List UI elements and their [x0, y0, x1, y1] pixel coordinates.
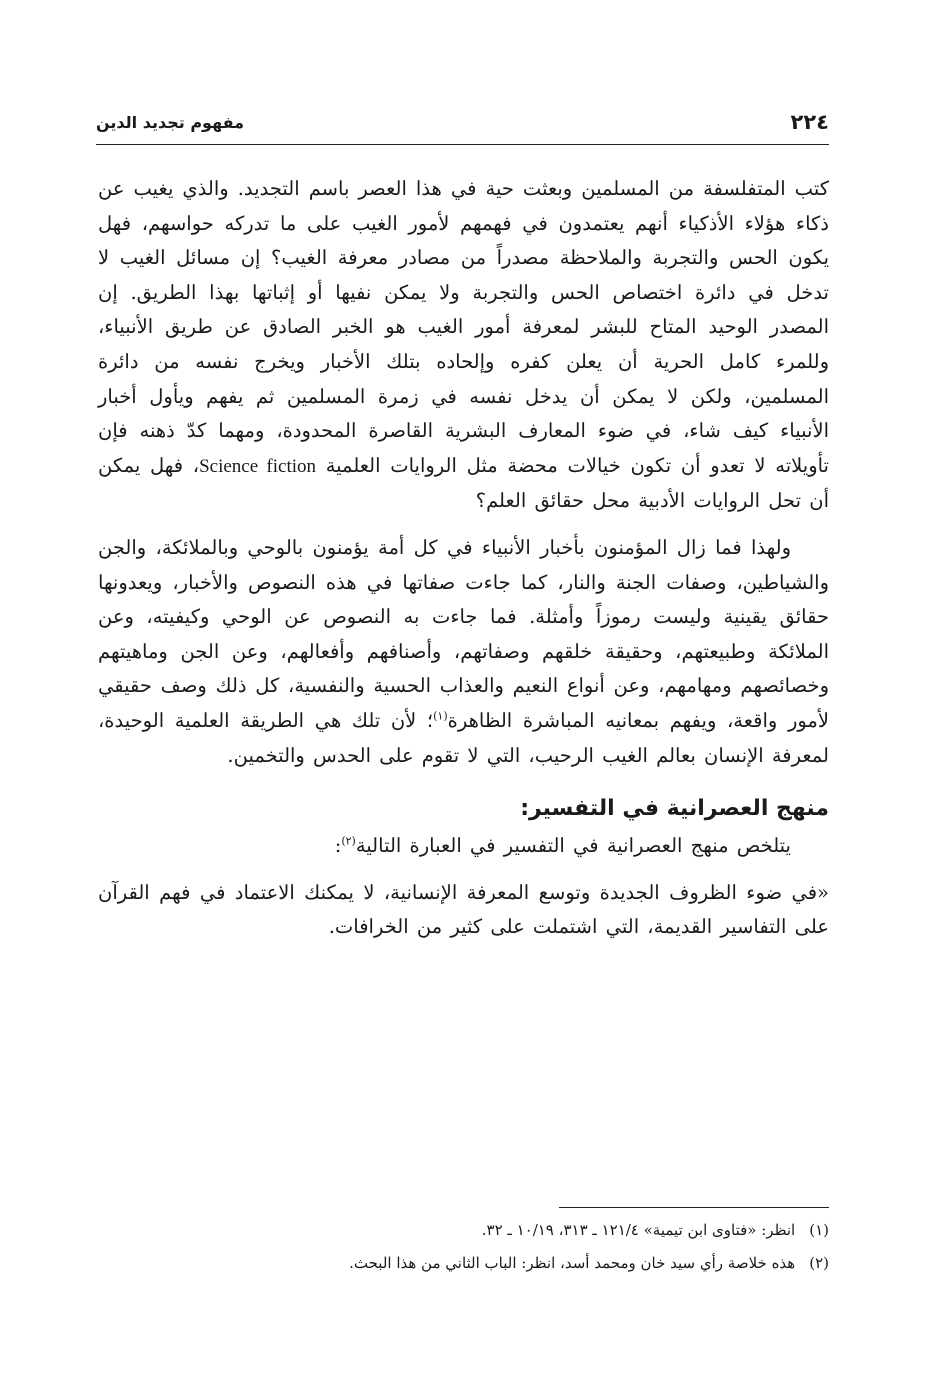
running-title: مفهوم تجديد الدين — [96, 112, 245, 132]
footnotes — [98, 1214, 829, 1280]
page-header — [96, 100, 829, 145]
page-number: ٢٢٤ — [790, 110, 829, 134]
footnote-1-text: انظر: «فتاوى ابن تيمية» ١٢١/٤ ـ ٣١٣، ١٠/١٩ ـ ٣٢. — [481, 1221, 796, 1239]
paragraph-3 — [98, 829, 829, 864]
footnote-2 — [98, 1247, 829, 1280]
paragraph-2-text: ولهذا فما زال المؤمنون بأخبار الأنبياء في كل أمة يؤمنون بالوحي وبالملائكة، والجن والشياطين، وصفات الجنة والنار، كما جاءت صفاتها في هذه النصوص والأخبار، ويعدونها حقائق يقينية وليست رموزاً وأمثلة. فما جاءت به النصوص عن الوحي وكيفيته، وعن الملائكة وطبيعتهم، وحقيقة خلقهم وصفاتهم، وأصنافهم وأفعالهم، وعن الجن وماهيتهم وخصائصهم ومهامهم، وعن أنواع النعيم والعذاب الحسية والنفسية، كل ذلك وصف حقيقي لأمور واقعة، ويفهم بمعانيه المباشرة الظاهرة — [98, 535, 829, 732]
footnote-ref-1[interactable]: (١) — [433, 709, 448, 723]
footnote-2-number: (٢) — [809, 1254, 829, 1272]
latin-term: Science fiction — [199, 455, 316, 477]
section-heading: منهج العصرانية في التفسير: — [520, 796, 829, 822]
footnote-divider — [559, 1207, 829, 1208]
footnote-1 — [98, 1214, 829, 1247]
quote-paragraph: «في ضوء الظروف الجديدة وتوسع المعرفة الإنسانية، لا يمكنك الاعتماد في فهم القرآن على التفاسير القديمة، التي اشتملت على كثير من الخرافات. — [98, 880, 829, 939]
paragraph-1-text-end: ، فهل يمكن أن تحل الروايات الأدبية محل حقائق العلم؟ — [98, 453, 829, 513]
paragraph-1-text: كتب المتفلسفة من المسلمين وبعثت حية في هذا العصر باسم التجديد. والذي يغيب عن ذكاء هؤلاء الأذكياء أنهم يعتمدون في فهمهم لأمور الغيب على ما تدركه حواسهم، فهل يكون الحس والتجربة والملاحظة مصدراً من مصادر معرفة الغيب؟ إن مسائل الغيب لا تدخل في دائرة اختصاص الحس والتجربة ولا يمكن نفيها أو إثباتها بهذا الطريق. إن المصدر الوحيد المتاح للبشر لمعرفة أمور الغيب هو الخبر الصادق عن طريق الأنبياء، وللمرء كامل الحرية أن يعلن كفره وإلحاده بتلك الأخبار ويخرج نفسه من دائرة المسلمين، ولكن لا يمكن أن يدخل نفسه في زمرة المسلمين ثم يفهم ويأول أخبار الأنبياء كيف شاء، في ضوء المعارف البشرية القاصرة المحدودة، ومهما كدّ ذهنه فإن تأويلاته لا تعدو أن تكون خيالات محضة مثل الروايات العلمية — [98, 177, 830, 477]
paragraph-2 — [98, 531, 829, 773]
paragraph-2-text-end: ؛ لأن تلك هي الطريقة العلمية الوحيدة، لمعرفة الإنسان بعالم الغيب الرحيب، التي لا تقوم على الحدس والتخمين. — [98, 708, 829, 767]
footnote-2-text: هذه خلاصة رأي سيد خان ومحمد أسد، انظر: الباب الثاني من هذا البحث. — [349, 1254, 796, 1272]
paragraph-3-colon: : — [334, 834, 342, 858]
footnote-ref-2[interactable]: (٢) — [341, 834, 356, 848]
paragraph-3-text: يتلخص منهج العصرانية في التفسير في العبارة التالية — [355, 834, 791, 858]
body-text — [98, 172, 829, 945]
paragraph-1 — [98, 172, 829, 519]
footnote-1-number: (١) — [809, 1221, 829, 1239]
